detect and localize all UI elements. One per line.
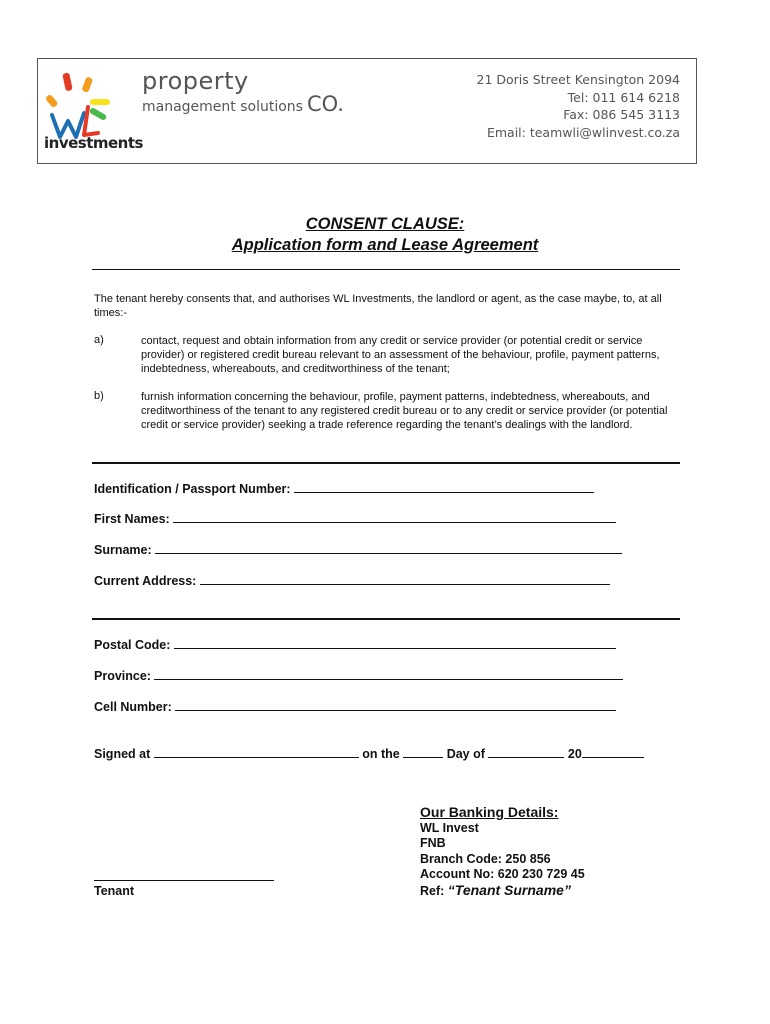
postal-code-label: Postal Code: xyxy=(94,638,171,652)
address-text: 21 Doris Street Kensington 2094 xyxy=(476,72,680,87)
item-b-label: b) xyxy=(94,390,104,402)
signed-at-label: Signed at xyxy=(94,747,151,761)
address-label: Current Address: xyxy=(94,574,197,588)
address-line[interactable] xyxy=(200,572,610,585)
year-line[interactable] xyxy=(582,745,644,758)
divider xyxy=(92,269,680,270)
first-names-line[interactable] xyxy=(173,510,616,523)
banking-title: Our Banking Details: xyxy=(420,804,559,820)
brand-co: CO. xyxy=(306,92,344,116)
reference xyxy=(420,883,585,900)
item-b-text: furnish information concerning the behaviour, profile, payment patterns, indebtedness, whereabouts, and creditworthiness of the tenant to any registered credit bureau or to any credit or service provider (or potential credit or service provider) seeking a trade reference regarding the tenant’s dealings with the landlord. xyxy=(141,391,668,431)
cell-number-line[interactable] xyxy=(175,698,616,711)
brand-property: property xyxy=(142,67,249,95)
province-field[interactable] xyxy=(94,667,623,683)
item-a-text: contact, request and obtain information from any credit or service provider (or potential credit or service provider) or registered credit bureau relevant to an assessment of the behaviour, profile, payment patterns, indebtedness, whereabouts, and creditworthiness of the tenant; xyxy=(141,335,660,375)
day-of-label: Day of xyxy=(446,747,485,761)
on-the-label: on the xyxy=(362,747,400,761)
brand-subtitle xyxy=(142,92,344,116)
contact-block xyxy=(477,71,681,141)
bank-account-name: WL Invest xyxy=(420,820,479,835)
signed-at-line[interactable] xyxy=(154,745,359,758)
logo-text: investments xyxy=(44,134,143,152)
item-a-label: a) xyxy=(94,334,104,346)
postal-code-line[interactable] xyxy=(174,636,616,649)
reference-label: Ref: xyxy=(420,883,448,898)
banking-details xyxy=(420,805,585,899)
month-line[interactable] xyxy=(488,745,564,758)
consent-intro: The tenant hereby consents that, and authorises WL Investments, the landlord or agent, as the case maybe, to, at all times:- xyxy=(94,293,662,319)
branch-code: Branch Code: 250 856 xyxy=(420,851,551,866)
first-names-label: First Names: xyxy=(94,512,170,526)
letterhead xyxy=(37,58,697,164)
cell-number-field[interactable] xyxy=(94,698,616,714)
first-names-field[interactable] xyxy=(94,510,616,526)
account-number: Account No: 620 230 729 45 xyxy=(420,867,585,881)
id-number-field[interactable] xyxy=(94,480,594,496)
day-line[interactable] xyxy=(403,745,443,758)
tel-text: Tel: 011 614 6218 xyxy=(567,89,680,105)
divider-thick-2 xyxy=(92,618,680,620)
postal-code-field[interactable] xyxy=(94,636,616,652)
surname-field[interactable] xyxy=(94,541,622,557)
title-consent-clause: CONSENT CLAUSE: xyxy=(305,215,465,233)
tenant-signature-line[interactable] xyxy=(94,880,274,881)
divider-thick xyxy=(92,462,680,464)
title-application: Application form and Lease Agreement xyxy=(231,236,539,254)
year-prefix: 20 xyxy=(567,747,582,761)
province-label: Province: xyxy=(94,669,151,683)
surname-line[interactable] xyxy=(155,541,622,554)
signed-row xyxy=(94,745,644,761)
bank-name: FNB xyxy=(420,836,446,850)
fax-text: Fax: 086 545 3113 xyxy=(563,107,680,122)
email-text: Email: teamwli@wlinvest.co.za xyxy=(486,124,680,140)
province-line[interactable] xyxy=(154,667,623,680)
id-number-line[interactable] xyxy=(294,480,594,493)
address-field[interactable] xyxy=(94,572,610,588)
surname-label: Surname: xyxy=(94,543,152,557)
tenant-label: Tenant xyxy=(94,884,135,898)
id-number-label: Identification / Passport Number: xyxy=(94,482,291,496)
cell-number-label: Cell Number: xyxy=(94,700,172,714)
reference-value: “Tenant Surname” xyxy=(447,881,571,898)
brand-management: management solutions xyxy=(142,99,303,115)
